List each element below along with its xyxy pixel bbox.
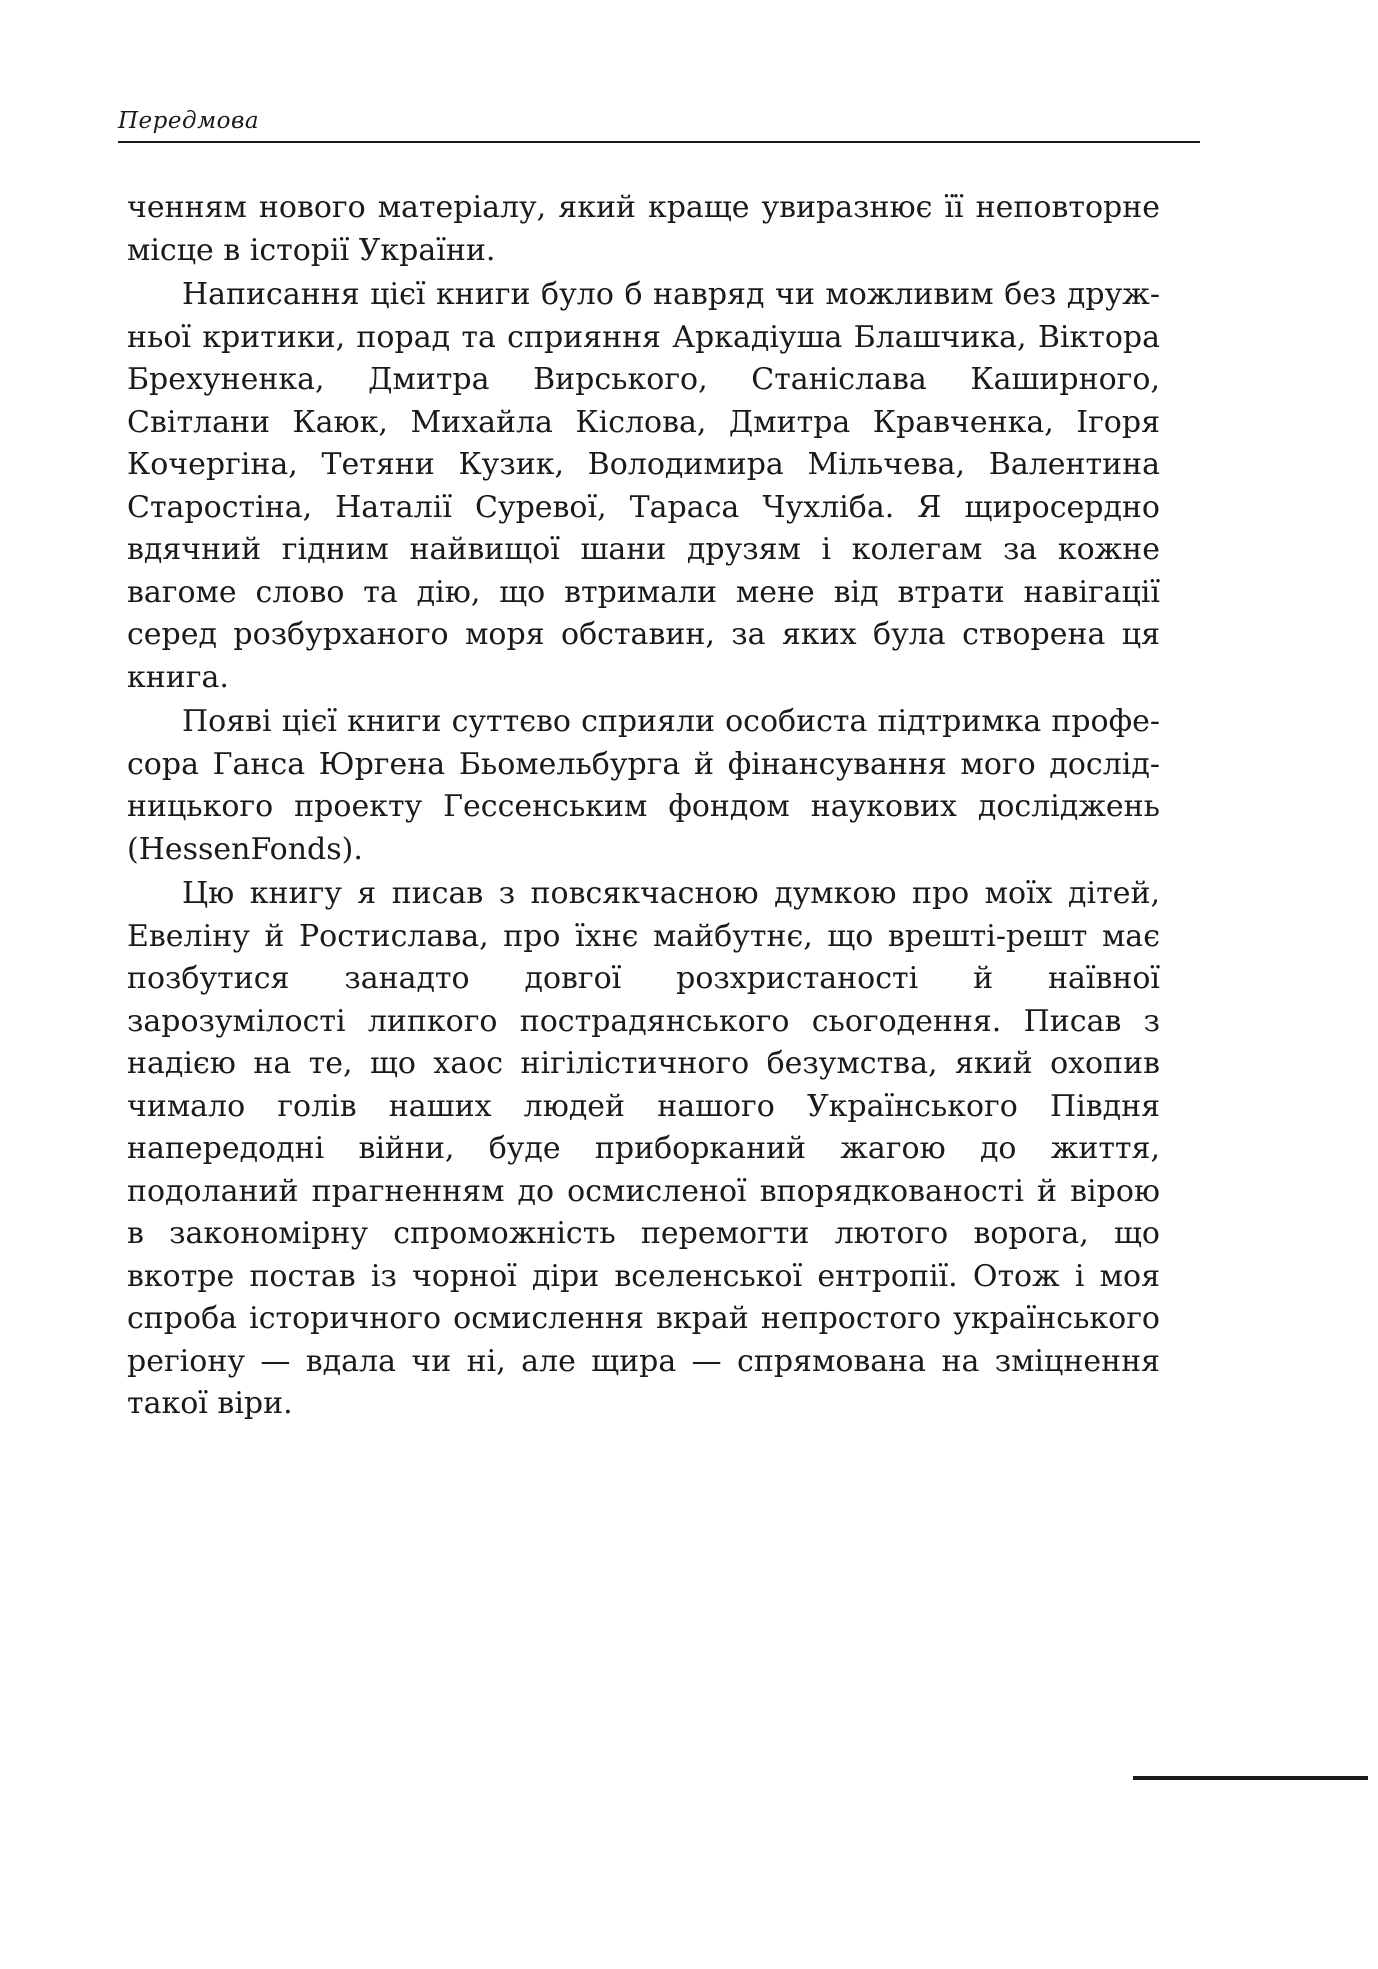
body-text (127, 187, 1160, 1426)
header-rule (118, 141, 1200, 143)
corner-rule (1133, 1776, 1368, 1780)
paragraph-continued: ченням нового матеріалу, який краще увиразнює її неповторне місце в історії України. (127, 190, 1160, 268)
paragraph-acknowledgements: Написання цієї книги було б навряд чи можливим без дружньої критики, порад та сприяння Аркадіуша Блашчика, Віктора Брехуненка, Дмитра Вирського, Станіслава Каширного, Світлани Каюк, Михайла Кіслова, Дмитра Кравченка, Ігоря Кочергіна, Тетяни Кузик, Володимира Мільчева, Валентина Старостіна, Наталії Суревої, Тараса Чухліба. Я щиросердно вдячний гідним найвищої шани друзям і колегам за кожне вагоме слово та дію, що втримали мене від втрати навігації серед розбурханого моря обставин, за яких була створена ця книга. (127, 277, 1160, 695)
paragraph-dedication: Цю книгу я писав з повсякчасною думкою про моїх дітей, Евеліну й Ростислава, про їхнє майбутнє, що врешті-решт має позбутися занадто довгої розхристаності й наївної зарозумілості липкого пострадянського сьогодення. Писав з надією на те, що хаос нігілістичного безумства, який охопив чимало голів наших людей нашого Українського Півдня напередодні війни, буде приборканий жагою до життя, подоланий прагненням до осмисленої впорядкованості й вірою в закономірну спроможність перемогти лютого ворога, що вкотре постав із чорної діри вселенської ентропії. Отож і моя спроба історичного осмислення вкрай непростого українського регіону — вдала чи ні, але щира — спрямована на зміцнення такої віри. (127, 876, 1160, 1421)
running-head: Передмова (118, 108, 260, 134)
paragraph-support: Появі цієї книги суттєво сприяли особиста підтримка професора Ганса Юргена Бьомельбурга й фінансування мого дослідницького проекту Гессенським фондом наукових досліджень (HessenFonds). (127, 704, 1160, 867)
